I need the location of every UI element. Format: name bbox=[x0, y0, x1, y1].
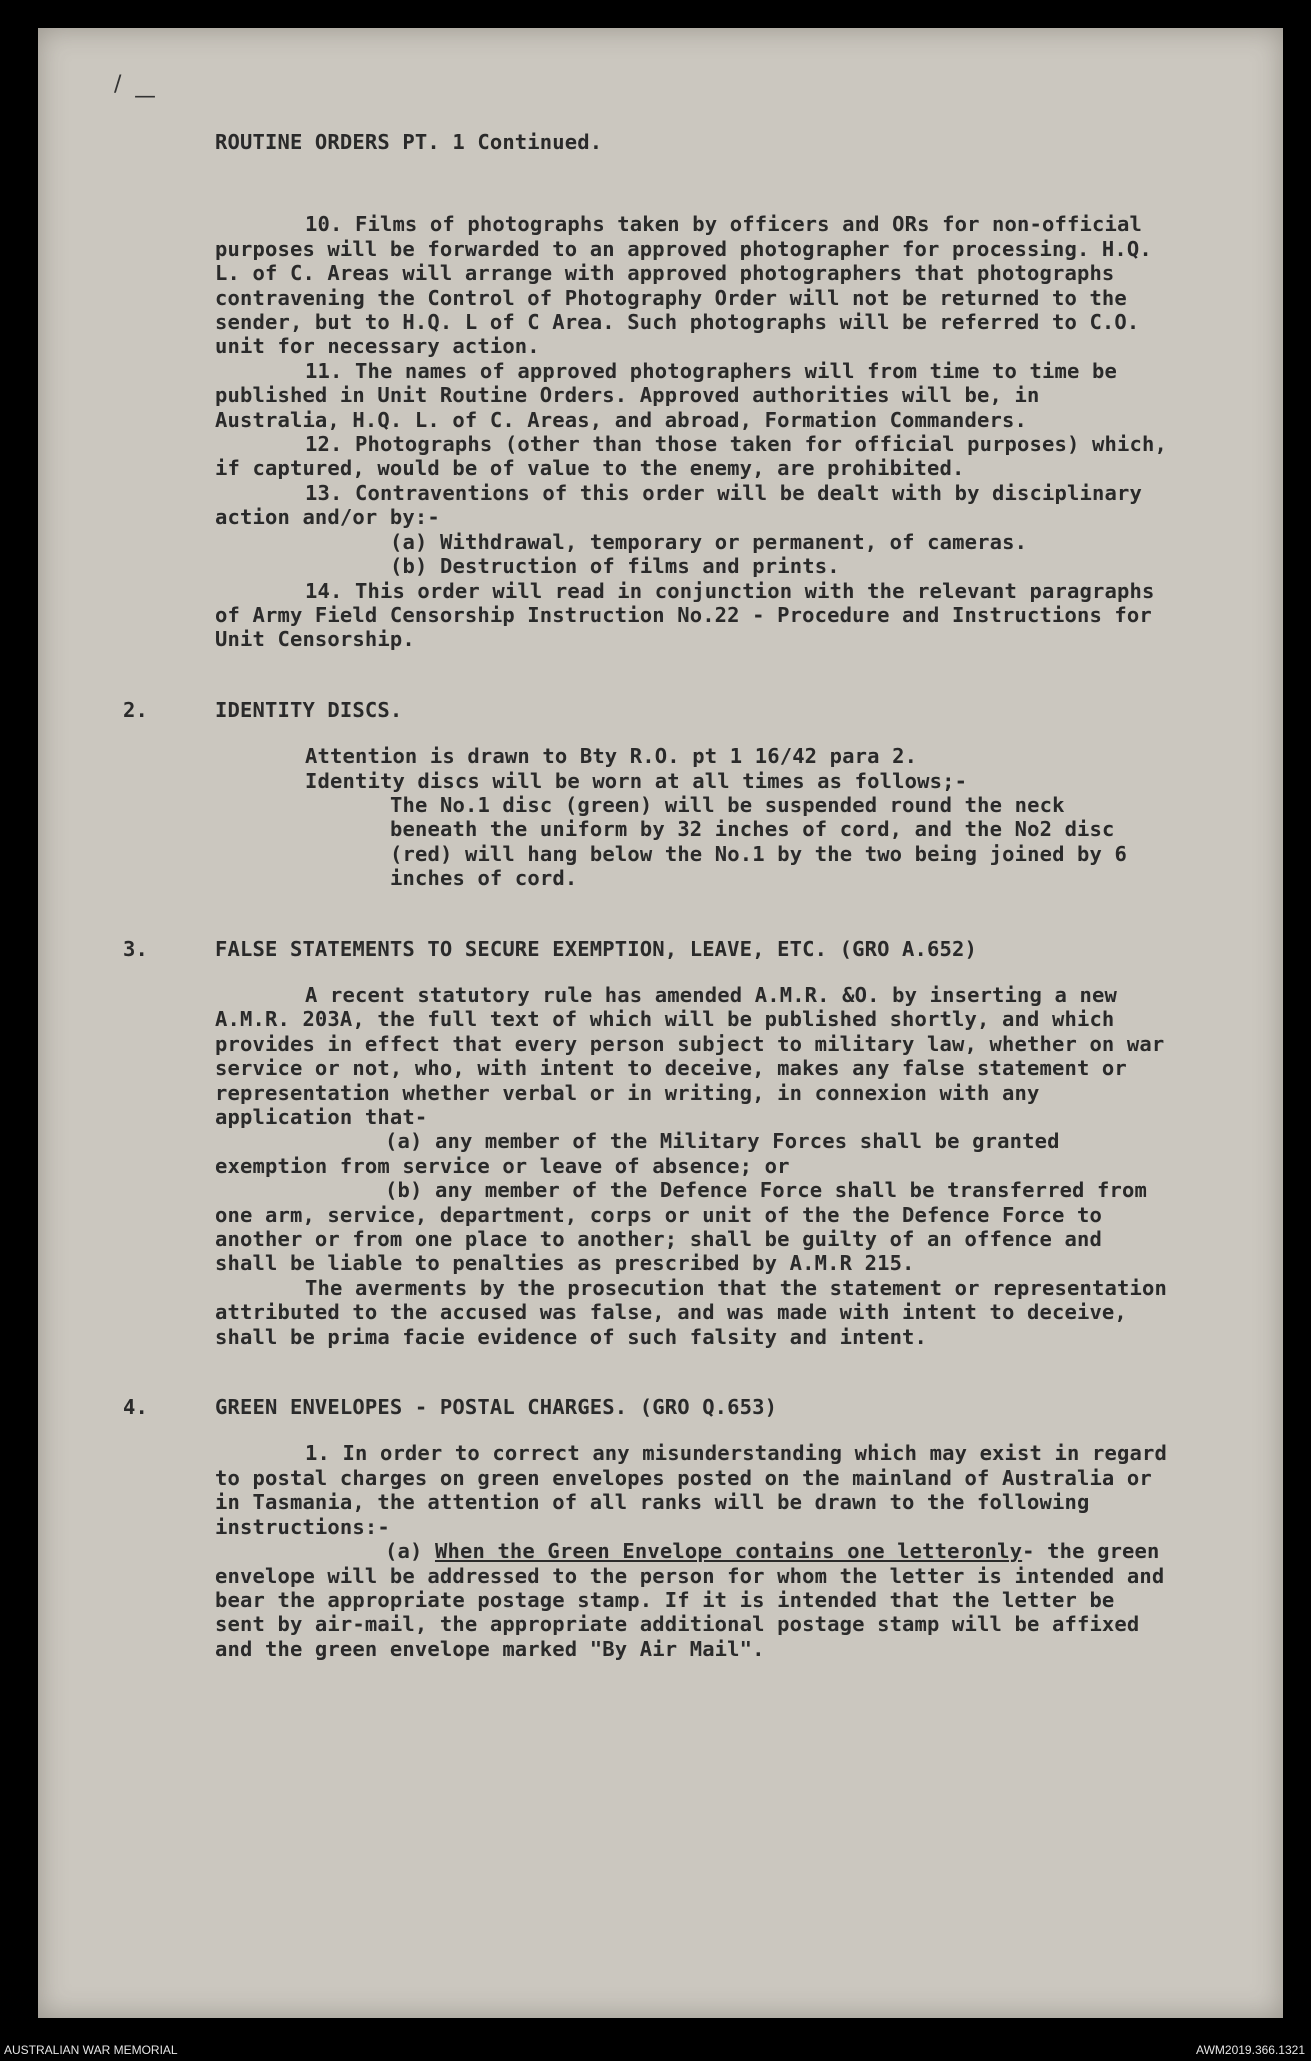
section-4-heading bbox=[123, 1395, 1175, 1420]
para-14: 14. This order will read in conjunction with the relevant paragraphs of Army Field Censorship Instruction No.22 - Procedure and Instructions for Unit Censorship. bbox=[215, 578, 1167, 652]
para-13: 13. Contraventions of this order will be dealt with by disciplinary action and/or by:- bbox=[215, 480, 1155, 530]
section-3-sub-a: (a) any member of the Military Forces shall be granted exemption from service or leave of absence; or bbox=[215, 1129, 1073, 1178]
section-2-line-2: Identity discs will be worn at all times as follows;- bbox=[305, 768, 968, 793]
section-3-number: 3. bbox=[123, 936, 148, 961]
section-4-sub-a-underlined: When the Green Envelope contains one letteronly bbox=[434, 1539, 1023, 1564]
section-3-title: FALSE STATEMENTS TO SECURE EXEMPTION, LEAVE, ETC. (GRO A.652) bbox=[215, 936, 978, 961]
page-header: ROUTINE ORDERS PT. 1 Continued. bbox=[215, 130, 603, 154]
section-2-number: 2. bbox=[123, 697, 148, 722]
section-3-para-2: The averments by the prosecution that the statement or representation attributed to the accused was false, and was made with intent to deceive, shall be prima facie evidence of such falsity and intent. bbox=[215, 1275, 1180, 1349]
para-10: 10. Films of photographs taken by officers and ORs for non-official purposes will be forwarded to an approved photographer for processing. H.Q. L. of C. Areas will arrange with approved photographers that photographs contravening the Control of Photography Order will not be returned to the sender, but to H.Q. L of C Area. Such photographs will be referred to C.O. unit for necessary action. bbox=[215, 212, 1165, 359]
section-2-body: The No.1 disc (green) will be suspended round the neck beneath the uniform by 32 inches of cord, and the No2 disc (red) will hang below the No.1 by the two being joined by 6 inches of cord. bbox=[390, 792, 1140, 891]
section-4-sub-a-label: (a) bbox=[385, 1539, 423, 1564]
section-4-sub-a-rest: - the green envelope will be addressed to the person for whom the letter is intended and bear the appropriate postage stamp. If it is intended that the letter be sent by air-mail, the appropriate additional postage stamp will be affixed and the green envelope marked "By Air Mail". bbox=[215, 1539, 1177, 1661]
para-11: 11. The names of approved photographers will from time to time be published in Unit Routine Orders. Approved authorities will be, in Australia, H.Q. L. of C. Areas, and abroad, Formation Commanders. bbox=[215, 358, 1130, 432]
section-2-title: IDENTITY DISCS. bbox=[215, 697, 403, 722]
para-12: 12. Photographs (other than those taken for official purposes) which, if captured, would be of value to the enemy, are prohibited. bbox=[215, 432, 1180, 481]
para-13-sub-b: (b) Destruction of films and prints. bbox=[390, 554, 840, 579]
archive-footer bbox=[0, 2037, 1311, 2061]
margin-mark-slash: / bbox=[114, 72, 122, 97]
section-2-line-1: Attention is drawn to Bty R.O. pt 1 16/42 para 2. bbox=[305, 744, 918, 769]
footer-left: AUSTRALIAN WAR MEMORIAL bbox=[4, 2043, 178, 2057]
section-2-heading bbox=[123, 697, 1175, 722]
section-4-sub-a bbox=[215, 1539, 1175, 1661]
document-body bbox=[123, 130, 1180, 1661]
section-4-para-1: 1. In order to correct any misunderstanding which may exist in regard to postal charges on green envelopes posted on the mainland of Australia or in Tasmania, the attention of all ranks will be drawn to the following instructions:- bbox=[215, 1441, 1180, 1539]
section-4-number: 4. bbox=[123, 1395, 148, 1420]
section-3-heading bbox=[123, 936, 1175, 961]
section-3-para-1: A recent statutory rule has amended A.M.R. &O. by inserting a new A.M.R. 203A, the full text of which will be published shortly, and which provides in effect that every person subject to military law, whether on war service or not, who, with intent to deceive, makes any false statement or representation whether verbal or in writing, in connexion with any application that- bbox=[215, 982, 1177, 1129]
section-3-sub-b: (b) any member of the Defence Force shall be transferred from one arm, service, department, corps or unit of the the Defence Force to another or from one place to another; shall be guilty of an offence and shall be liable to penalties as prescribed by A.M.R 215. bbox=[215, 1178, 1160, 1276]
para-13-sub-a: (a) Withdrawal, temporary or permanent, of cameras. bbox=[390, 529, 1028, 554]
footer-right: AWM2019.366.1321 bbox=[1196, 2043, 1305, 2057]
section-4-title: GREEN ENVELOPES - POSTAL CHARGES. (GRO Q.653) bbox=[215, 1395, 778, 1420]
margin-mark-dash: — bbox=[134, 84, 156, 109]
